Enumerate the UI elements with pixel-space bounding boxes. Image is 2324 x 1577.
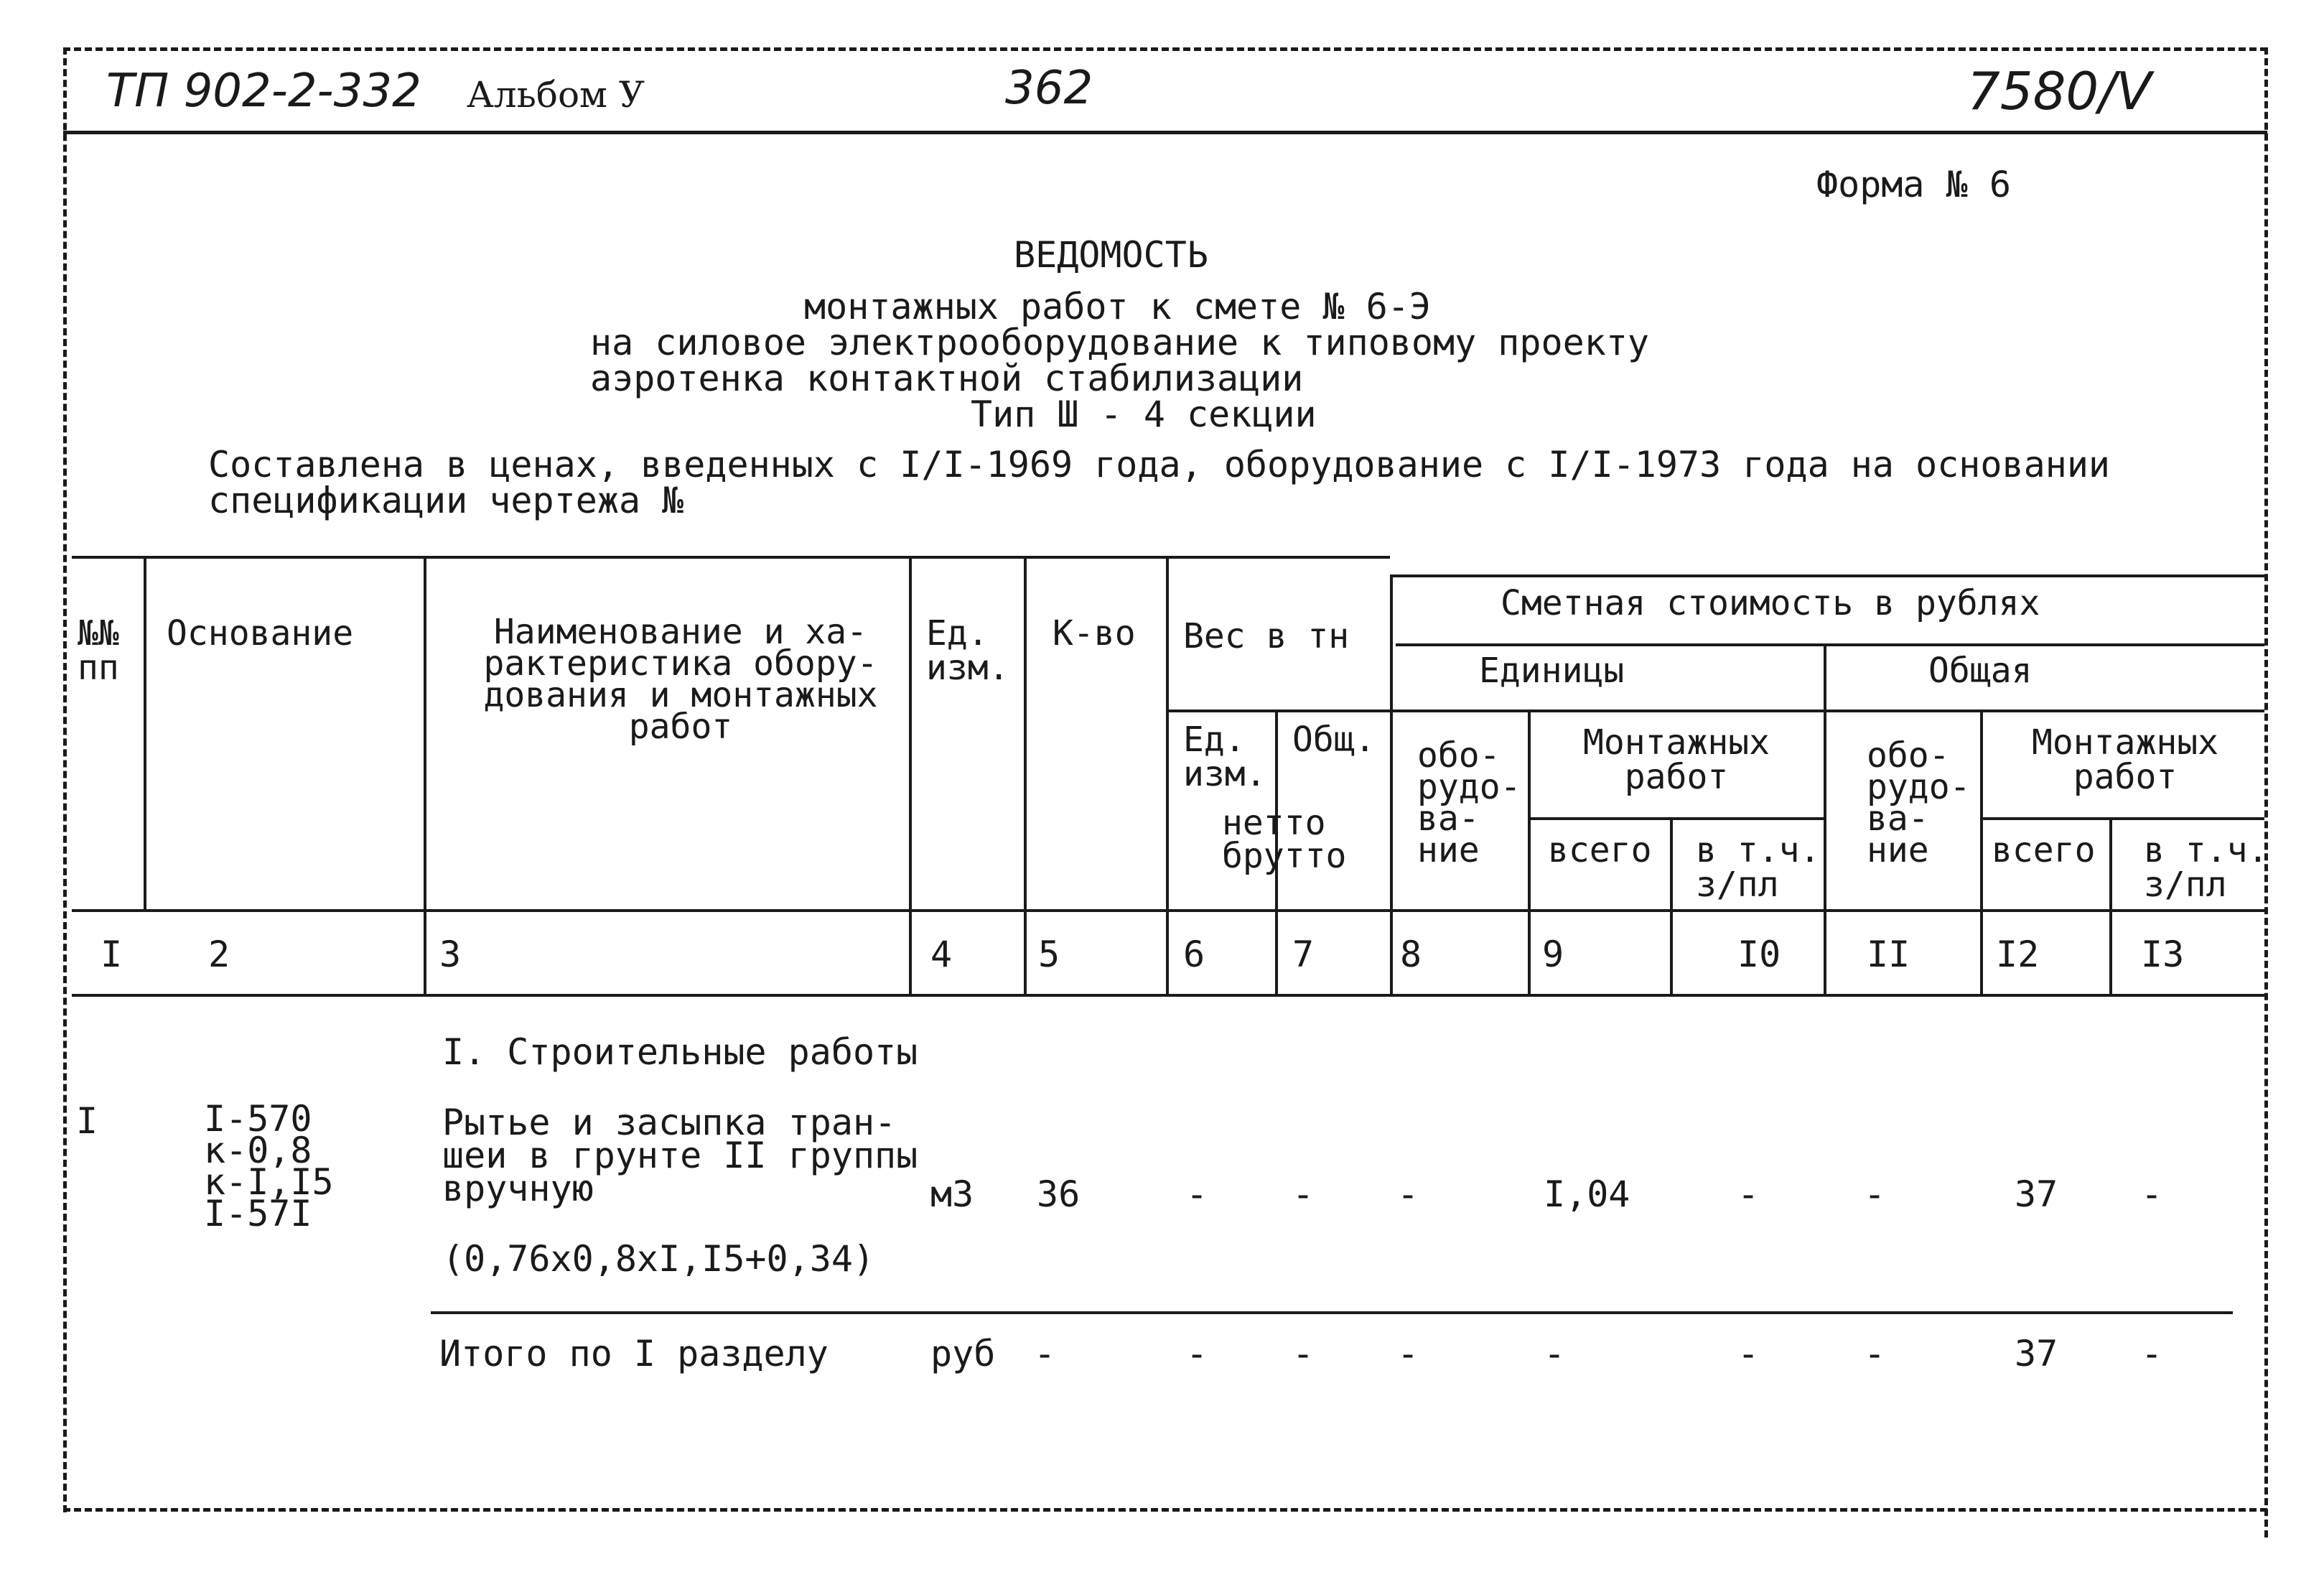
- row-basis-1: I-570: [204, 1098, 312, 1140]
- install-subdivider-2: [1982, 817, 2264, 820]
- sheet-code: 7580/V: [1967, 61, 2152, 121]
- subtotal-unit: руб: [930, 1333, 996, 1374]
- row-name-3: вручную: [442, 1168, 594, 1209]
- col-div-4: [1024, 557, 1027, 994]
- row-qty: 36: [1037, 1173, 1081, 1215]
- row-equip-unit: -: [1397, 1173, 1419, 1215]
- row-install-unit-wages: -: [1737, 1173, 1760, 1215]
- subtotal-rule: [431, 1311, 2233, 1314]
- row-basis-3: к-I,I5: [204, 1161, 334, 1203]
- row-basis-2: к-0,8: [204, 1130, 312, 1171]
- col-div-3: [909, 557, 912, 994]
- subtitle-line-1: монтажных работ к смете № 6-Э: [804, 286, 1431, 327]
- header-qty: К-во: [1053, 613, 1136, 653]
- subtotal-label: Итого по I разделу: [439, 1333, 829, 1374]
- row-install-total-wages: -: [2141, 1173, 2163, 1215]
- subtitle-line-3: аэротенка контактной стабилизации: [590, 358, 1304, 399]
- subtotal-weight-total: -: [1292, 1333, 1315, 1374]
- subtotal-install-unit-all: -: [1544, 1333, 1566, 1374]
- col-div-7: [1390, 574, 1393, 994]
- row-unit: м3: [930, 1173, 974, 1215]
- colnum-1: I: [101, 934, 123, 975]
- frame-header-divider: [63, 131, 2267, 134]
- col-div-8: [1528, 711, 1531, 994]
- page-number: 362: [1005, 62, 1093, 115]
- subtitle-line-2: на силовое электрооборудование к типовому проекту: [590, 322, 1650, 363]
- header-wages-total: в т.ч. з/пл: [2144, 830, 2269, 905]
- subtotal-weight-unit: -: [1186, 1333, 1208, 1374]
- row-num: I: [76, 1100, 98, 1142]
- header-wages-unit: в т.ч. з/пл: [1696, 830, 1821, 905]
- album-label: Альбом У: [467, 74, 645, 116]
- header-all-total: всего: [1992, 830, 2096, 870]
- subtotal-equip-total: -: [1864, 1333, 1886, 1374]
- row-weight-unit: -: [1186, 1173, 1208, 1215]
- col-div-10: [1824, 645, 1826, 994]
- row-name-2: шеи в грунте II группы: [442, 1135, 918, 1176]
- header-per-unit: Единицы: [1479, 651, 1625, 691]
- colnum-13: I3: [2141, 934, 2185, 975]
- header-equipment-total: обо- рудо- ва- ние: [1867, 735, 1971, 870]
- frame-top: [63, 47, 2267, 51]
- subtotal-install-total-wages: -: [2141, 1333, 2163, 1374]
- project-code: ТП 902-2-332: [106, 65, 421, 118]
- colnum-4: 4: [930, 934, 953, 975]
- cost-header-divider: [1396, 643, 2264, 646]
- frame-right: [2264, 47, 2268, 1538]
- row-name-1: Рытье и засыпка тран-: [442, 1102, 897, 1143]
- colnum-5: 5: [1038, 934, 1060, 975]
- row-equip-total: -: [1864, 1173, 1886, 1215]
- col-div-2: [424, 557, 426, 994]
- row-weight-total: -: [1292, 1173, 1315, 1215]
- number-row-bottom: [72, 994, 2264, 997]
- header-install-total: Монтажных работ: [2031, 722, 2219, 797]
- table-top-right: [1390, 574, 2264, 577]
- colnum-12: I2: [1996, 934, 2040, 975]
- header-total: Общая: [1928, 651, 2033, 691]
- install-subdivider-1: [1529, 817, 1824, 820]
- colnum-8: 8: [1400, 934, 1422, 975]
- header-basis: Основание: [167, 613, 354, 653]
- row-formula: (0,76х0,8хI,I5+0,34): [442, 1238, 875, 1280]
- subtotal-qty: -: [1034, 1333, 1056, 1374]
- col-div-9: [1670, 819, 1673, 994]
- header-weight: Вес в тн: [1183, 616, 1350, 656]
- header-cost: Сметная стоимость в рублях: [1501, 583, 2040, 623]
- colnum-7: 7: [1292, 934, 1315, 975]
- colnum-3: 3: [439, 934, 462, 975]
- col-div-1: [144, 557, 146, 909]
- header-weight-unit: Ед. изм.: [1183, 720, 1266, 794]
- subtitle-line-4: Тип Ш - 4 секции: [971, 394, 1317, 435]
- header-brutto: брутто: [1222, 836, 1347, 876]
- frame-bottom: [63, 1508, 2267, 1512]
- subtotal-install-total-all: 37: [2015, 1333, 2058, 1374]
- colnum-6: 6: [1183, 934, 1205, 975]
- col-div-11: [1980, 711, 1983, 994]
- row-install-unit-all: I,04: [1544, 1173, 1630, 1215]
- header-weight-total: Общ.: [1292, 720, 1376, 760]
- section-title: I. Строительные работы: [442, 1031, 918, 1073]
- form-label: Форма № 6: [1816, 164, 2011, 205]
- col-div-12: [2109, 819, 2112, 994]
- header-all-unit: всего: [1548, 830, 1652, 870]
- col-div-5: [1166, 557, 1169, 994]
- row-install-total-all: 37: [2015, 1173, 2058, 1215]
- table-top-left: [72, 556, 1390, 559]
- header-netto: нетто: [1222, 803, 1326, 843]
- subtotal-install-unit-wages: -: [1737, 1333, 1760, 1374]
- colnum-10: I0: [1737, 934, 1781, 975]
- header-name: Наименование и ха- рактеристика обору- дования и монтажных работ: [483, 612, 878, 747]
- header-num: №№ пп: [78, 613, 119, 688]
- colnum-9: 9: [1542, 934, 1564, 975]
- subtotal-equip-unit: -: [1397, 1333, 1419, 1374]
- header-install-unit: Монтажных работ: [1582, 722, 1770, 797]
- basis-line-2: спецификации чертежа №: [208, 480, 684, 521]
- header-unit: Ед. изм.: [926, 613, 1009, 688]
- unit-total-divider: [1166, 710, 2264, 712]
- colnum-2: 2: [208, 934, 230, 975]
- colnum-11: II: [1867, 934, 1910, 975]
- header-equipment-unit: обо- рудо- ва- ние: [1417, 735, 1521, 870]
- document-title: ВЕДОМОСТЬ: [1014, 234, 1208, 276]
- basis-line-1: Составлена в ценах, введенных с I/I-1969 года, оборудование с I/I-1973 года на основании: [208, 444, 2111, 485]
- frame-left: [63, 47, 67, 1512]
- row-basis-4: I-57I: [204, 1193, 312, 1234]
